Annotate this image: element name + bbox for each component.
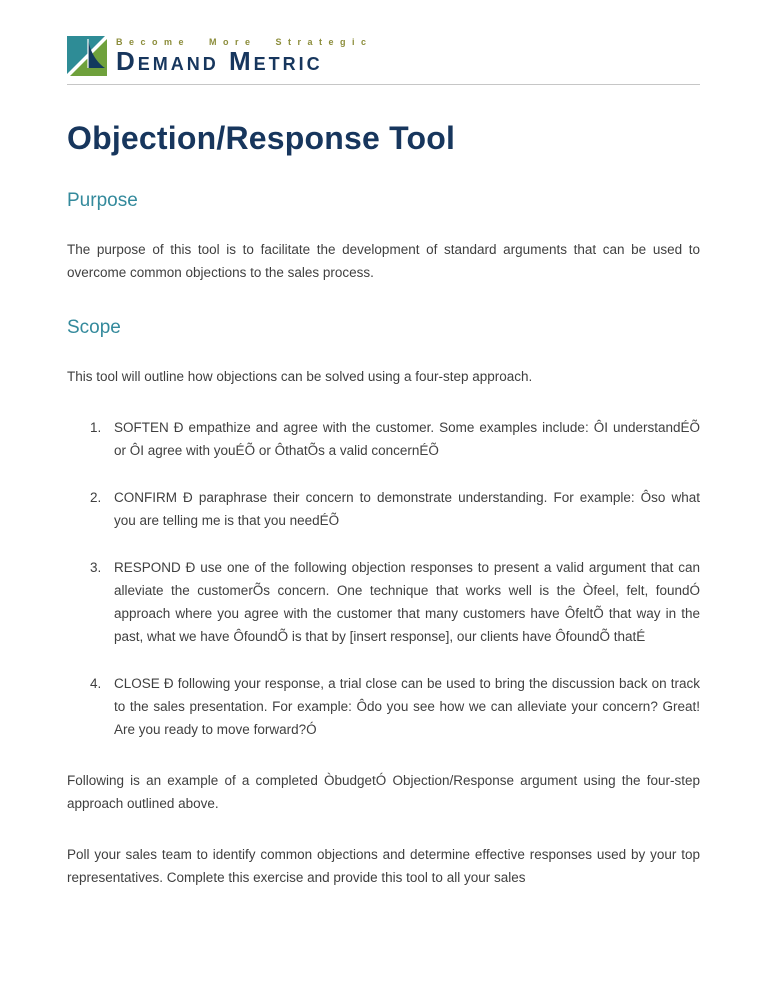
- logo-text: [116, 34, 373, 77]
- closing-paragraph-example: Following is an example of a completed ÒbudgetÓ Objection/Response argument using the four-step approach outlined above.: [67, 772, 700, 811]
- brand-tagline: Become More Strategic: [116, 37, 373, 47]
- list-item-text: SOFTEN Ð empathize and agree with the customer. Some examples include: ÔI understandÉÕ or ÔI agree with youÉÕ or ÔthatÕs a valid concernÉÕ: [114, 419, 700, 458]
- brand-header: [67, 34, 700, 77]
- page-title: Objection/Response Tool: [67, 119, 456, 156]
- section-heading-purpose: Purpose: [67, 189, 138, 211]
- list-item-text: RESPOND Ð use one of the following objection responses to present a valid argument that can alleviate the customerÕs concern. One technique that works well is the Òfeel, felt, foundÓ approach where you agree with the customer that many customers have ÔfeltÕ that way in the past, what we have ÔfoundÕ is that by [insert response], our clients have ÔfoundÕ thatÉ: [114, 559, 700, 644]
- list-item-respond: [90, 556, 700, 648]
- purpose-paragraph: The purpose of this tool is to facilitate the development of standard arguments that can be used to overcome common objections to the sales process.: [67, 241, 700, 280]
- closing-paragraph-poll: Poll your sales team to identify common objections and determine effective responses used by your top representatives. Complete this exercise and provide this tool to all your sales: [67, 846, 700, 885]
- four-step-list: [67, 416, 700, 741]
- list-item-text: CLOSE Ð following your response, a trial close can be used to bring the discussion back on track to the sales presentation. For example: Ôdo you see how we can alleviate your concern? Great! Are you ready to move forward?Ó: [114, 675, 700, 737]
- list-item-number: 4.: [90, 675, 102, 691]
- list-item-confirm: [90, 486, 700, 532]
- demand-metric-logo-icon: [67, 36, 107, 76]
- brand-name: Demand Metric: [116, 46, 323, 76]
- header-divider: [67, 84, 700, 85]
- list-item-number: 1.: [90, 419, 102, 435]
- list-item-number: 3.: [90, 559, 102, 575]
- list-item-text: CONFIRM Ð paraphrase their concern to demonstrate understanding. For example: Ôso what you are telling me is that you needÉÕ: [114, 489, 700, 528]
- list-item-soften: [90, 416, 700, 462]
- list-item-close: [90, 672, 700, 741]
- list-item-number: 2.: [90, 489, 102, 505]
- scope-paragraph: This tool will outline how objections can be solved using a four-step approach.: [67, 368, 533, 384]
- section-heading-scope: Scope: [67, 316, 121, 338]
